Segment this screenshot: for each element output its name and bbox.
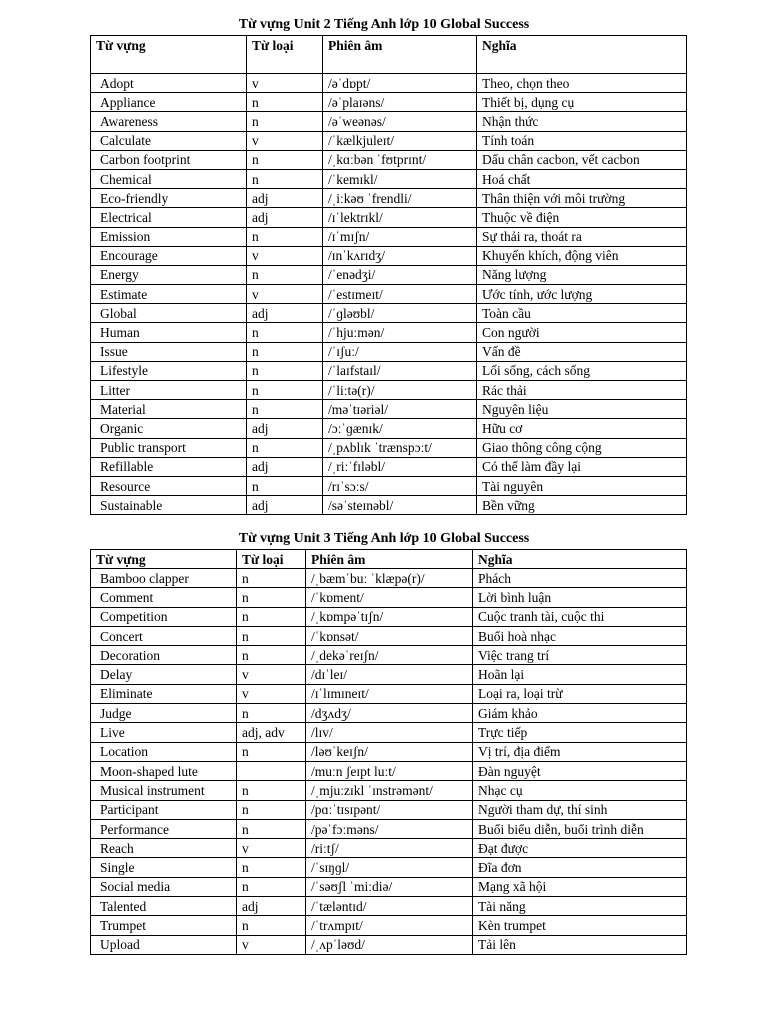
unit3-vocab-table <box>90 549 687 955</box>
cell-phonetic: /ˈɡləʊbl/ <box>323 304 477 323</box>
cell-word: Lifestyle <box>91 361 247 380</box>
header-word-class: Từ loại <box>237 550 306 569</box>
table-row <box>91 646 687 665</box>
unit3-title: Từ vựng Unit 3 Tiếng Anh lớp 10 Global Success <box>238 531 530 546</box>
cell-word: Reach <box>91 839 237 858</box>
cell-word-class: n <box>237 781 306 800</box>
cell-meaning: Buổi biểu diễn, buổi trình diễn <box>473 819 687 838</box>
table-row <box>91 246 687 265</box>
cell-word-class: n <box>237 646 306 665</box>
cell-word: Location <box>91 742 237 761</box>
table-row <box>91 342 687 361</box>
cell-word-class: n <box>247 169 323 188</box>
cell-word-class: adj <box>237 897 306 916</box>
cell-meaning: Rác thải <box>477 381 687 400</box>
table-row <box>91 742 687 761</box>
table-row <box>91 496 687 515</box>
cell-phonetic: /ˌkɑːbən ˈfʊtprɪnt/ <box>323 150 477 169</box>
cell-phonetic: /muːn ʃeɪpt luːt/ <box>306 761 473 780</box>
table-row <box>91 704 687 723</box>
cell-word-class: n <box>247 342 323 361</box>
cell-meaning: Vấn đề <box>477 342 687 361</box>
cell-word: Performance <box>91 819 237 838</box>
cell-word-class: n <box>247 150 323 169</box>
cell-word: Eco-friendly <box>91 189 247 208</box>
cell-meaning: Tài nguyên <box>477 476 687 495</box>
cell-meaning: Tải lên <box>473 935 687 954</box>
cell-word: Competition <box>91 607 237 626</box>
cell-word-class: n <box>247 361 323 380</box>
cell-meaning: Mạng xã hội <box>473 877 687 896</box>
cell-word: Trumpet <box>91 916 237 935</box>
table-row <box>91 588 687 607</box>
table-row <box>91 381 687 400</box>
cell-phonetic: /ˈkɒment/ <box>306 588 473 607</box>
cell-phonetic: /ˈlaɪfstaɪl/ <box>323 361 477 380</box>
header-word: Từ vựng <box>91 550 237 569</box>
cell-phonetic: /ˌkɒmpəˈtɪʃn/ <box>306 607 473 626</box>
cell-word-class: n <box>247 438 323 457</box>
cell-phonetic: /əˈplaɪəns/ <box>323 93 477 112</box>
cell-meaning: Toàn cầu <box>477 304 687 323</box>
cell-phonetic: /pɑːˈtɪsɪpənt/ <box>306 800 473 819</box>
cell-phonetic: /ɪˈmɪʃn/ <box>323 227 477 246</box>
cell-word: Electrical <box>91 208 247 227</box>
table-row <box>91 457 687 476</box>
cell-word-class: adj <box>247 304 323 323</box>
table-row <box>91 819 687 838</box>
cell-phonetic: /səˈsteɪnəbl/ <box>323 496 477 515</box>
cell-word: Decoration <box>91 646 237 665</box>
cell-meaning: Đàn nguyệt <box>473 761 687 780</box>
cell-phonetic: /pəˈfɔːməns/ <box>306 819 473 838</box>
cell-meaning: Tài năng <box>473 897 687 916</box>
cell-word-class: v <box>247 285 323 304</box>
cell-meaning: Hữu cơ <box>477 419 687 438</box>
cell-phonetic: /ˈhjuːmən/ <box>323 323 477 342</box>
cell-word: Energy <box>91 265 247 284</box>
cell-word-class: n <box>247 93 323 112</box>
cell-word: Estimate <box>91 285 247 304</box>
cell-meaning: Theo, chọn theo <box>477 74 687 93</box>
table-row <box>91 916 687 935</box>
cell-word-class: n <box>247 112 323 131</box>
cell-meaning: Đạt được <box>473 839 687 858</box>
cell-word: Live <box>91 723 237 742</box>
cell-word: Concert <box>91 626 237 645</box>
header-meaning: Nghĩa <box>473 550 687 569</box>
cell-word-class: adj, adv <box>237 723 306 742</box>
cell-word: Sustainable <box>91 496 247 515</box>
cell-phonetic: /rɪˈsɔːs/ <box>323 476 477 495</box>
cell-meaning: Vị trí, địa điểm <box>473 742 687 761</box>
cell-phonetic: /dɪˈleɪ/ <box>306 665 473 684</box>
cell-word: Emission <box>91 227 247 246</box>
cell-meaning: Buổi hoà nhạc <box>473 626 687 645</box>
cell-meaning: Nhạc cụ <box>473 781 687 800</box>
header-word: Từ vựng <box>91 36 247 74</box>
cell-meaning: Trực tiếp <box>473 723 687 742</box>
cell-meaning: Năng lượng <box>477 265 687 284</box>
cell-word-class: v <box>237 665 306 684</box>
table-row <box>91 189 687 208</box>
table-row <box>91 607 687 626</box>
cell-phonetic: /ˈɪʃuː/ <box>323 342 477 361</box>
cell-word: Social media <box>91 877 237 896</box>
cell-word-class: v <box>247 74 323 93</box>
table-row <box>91 800 687 819</box>
cell-phonetic: /ˈkɒnsət/ <box>306 626 473 645</box>
table-row <box>91 227 687 246</box>
table-row <box>91 323 687 342</box>
cell-word-class: n <box>237 569 306 588</box>
cell-word: Delay <box>91 665 237 684</box>
cell-word: Adopt <box>91 74 247 93</box>
cell-word-class: v <box>247 131 323 150</box>
table-row <box>91 285 687 304</box>
cell-word: Judge <box>91 704 237 723</box>
cell-phonetic: /ɔːˈɡænɪk/ <box>323 419 477 438</box>
cell-word: Talented <box>91 897 237 916</box>
cell-word-class: n <box>237 704 306 723</box>
cell-phonetic: /ˌmjuːzɪkl ˈɪnstrəmənt/ <box>306 781 473 800</box>
cell-meaning: Người tham dự, thí sinh <box>473 800 687 819</box>
cell-phonetic: /əˈdɒpt/ <box>323 74 477 93</box>
cell-meaning: Cuộc tranh tài, cuộc thi <box>473 607 687 626</box>
cell-word: Appliance <box>91 93 247 112</box>
table-row <box>91 74 687 93</box>
cell-word: Musical instrument <box>91 781 237 800</box>
cell-meaning: Lời bình luận <box>473 588 687 607</box>
cell-word: Calculate <box>91 131 247 150</box>
table-row <box>91 265 687 284</box>
cell-word: Human <box>91 323 247 342</box>
cell-word-class: n <box>237 607 306 626</box>
cell-word: Carbon footprint <box>91 150 247 169</box>
cell-word-class: n <box>247 265 323 284</box>
table-header-row <box>91 36 687 74</box>
cell-meaning: Loại ra, loại trừ <box>473 684 687 703</box>
cell-word-class: n <box>247 323 323 342</box>
cell-phonetic: /ˈestɪmeɪt/ <box>323 285 477 304</box>
cell-phonetic: /ˈsɪŋɡl/ <box>306 858 473 877</box>
cell-word: Upload <box>91 935 237 954</box>
cell-word-class: v <box>237 935 306 954</box>
cell-word-class: adj <box>247 208 323 227</box>
cell-meaning: Giao thông công cộng <box>477 438 687 457</box>
table-row <box>91 438 687 457</box>
header-meaning: Nghĩa <box>477 36 687 74</box>
table-row <box>91 897 687 916</box>
cell-word-class: v <box>237 684 306 703</box>
cell-phonetic: /lɪv/ <box>306 723 473 742</box>
cell-word-class: n <box>247 227 323 246</box>
cell-word: Issue <box>91 342 247 361</box>
cell-meaning: Ước tính, ước lượng <box>477 285 687 304</box>
cell-word: Refillable <box>91 457 247 476</box>
cell-word-class: n <box>247 476 323 495</box>
table-header-row <box>91 550 687 569</box>
cell-word-class: n <box>237 800 306 819</box>
cell-word: Participant <box>91 800 237 819</box>
cell-meaning: Việc trang trí <box>473 646 687 665</box>
cell-word: Single <box>91 858 237 877</box>
cell-word-class: n <box>237 742 306 761</box>
table-row <box>91 626 687 645</box>
cell-phonetic: /dʒʌdʒ/ <box>306 704 473 723</box>
cell-phonetic: /ˌiːkəʊ ˈfrendli/ <box>323 189 477 208</box>
table-row <box>91 761 687 780</box>
header-phonetic: Phiên âm <box>323 36 477 74</box>
cell-meaning: Phách <box>473 569 687 588</box>
cell-phonetic: /ˌʌpˈləʊd/ <box>306 935 473 954</box>
cell-phonetic: /ˌbæmˈbuː ˈklæpə(r)/ <box>306 569 473 588</box>
cell-phonetic: /məˈtɪəriəl/ <box>323 400 477 419</box>
cell-phonetic: /ˈkemɪkl/ <box>323 169 477 188</box>
cell-phonetic: /ˌpʌblɪk ˈtrænspɔːt/ <box>323 438 477 457</box>
header-word-class: Từ loại <box>247 36 323 74</box>
cell-word-class: adj <box>247 496 323 515</box>
table-row <box>91 877 687 896</box>
cell-word: Encourage <box>91 246 247 265</box>
table-row <box>91 665 687 684</box>
cell-word: Public transport <box>91 438 247 457</box>
cell-meaning: Sự thải ra, thoát ra <box>477 227 687 246</box>
cell-word-class: n <box>237 588 306 607</box>
cell-meaning: Tính toán <box>477 131 687 150</box>
cell-phonetic: /ɪnˈkʌrɪdʒ/ <box>323 246 477 265</box>
cell-word-class <box>237 761 306 780</box>
unit2-title: Từ vựng Unit 2 Tiếng Anh lớp 10 Global Success <box>238 17 530 32</box>
table-row <box>91 684 687 703</box>
table-row <box>91 112 687 131</box>
cell-meaning: Dấu chân cacbon, vết cacbon <box>477 150 687 169</box>
table-row <box>91 131 687 150</box>
cell-phonetic: /ˈkælkjuleɪt/ <box>323 131 477 150</box>
cell-word: Chemical <box>91 169 247 188</box>
cell-word-class: v <box>237 839 306 858</box>
cell-meaning: Lối sống, cách sống <box>477 361 687 380</box>
cell-word-class: n <box>247 400 323 419</box>
cell-word-class: n <box>237 916 306 935</box>
cell-word: Litter <box>91 381 247 400</box>
cell-meaning: Nguyên liệu <box>477 400 687 419</box>
cell-word-class: n <box>237 877 306 896</box>
cell-word: Material <box>91 400 247 419</box>
cell-meaning: Bền vững <box>477 496 687 515</box>
cell-meaning: Nhận thức <box>477 112 687 131</box>
cell-word: Comment <box>91 588 237 607</box>
cell-word-class: n <box>237 858 306 877</box>
cell-meaning: Thiết bị, dụng cụ <box>477 93 687 112</box>
cell-phonetic: /ˈtrʌmpɪt/ <box>306 916 473 935</box>
cell-word: Awareness <box>91 112 247 131</box>
table-row <box>91 208 687 227</box>
cell-word: Moon-shaped lute <box>91 761 237 780</box>
cell-word-class: adj <box>247 419 323 438</box>
cell-word: Global <box>91 304 247 323</box>
cell-word-class: adj <box>247 189 323 208</box>
cell-phonetic: /ˈsəʊʃl ˈmiːdiə/ <box>306 877 473 896</box>
table-row <box>91 723 687 742</box>
cell-word-class: n <box>237 819 306 838</box>
table-row <box>91 935 687 954</box>
cell-meaning: Thân thiện với môi trường <box>477 189 687 208</box>
cell-phonetic: /ɪˈlɪmɪneɪt/ <box>306 684 473 703</box>
cell-phonetic: /riːtʃ/ <box>306 839 473 858</box>
header-phonetic: Phiên âm <box>306 550 473 569</box>
table-row <box>91 858 687 877</box>
cell-meaning: Hoãn lại <box>473 665 687 684</box>
cell-meaning: Khuyến khích, động viên <box>477 246 687 265</box>
cell-word-class: n <box>247 381 323 400</box>
cell-word: Resource <box>91 476 247 495</box>
cell-phonetic: /ˈtæləntɪd/ <box>306 897 473 916</box>
table-row <box>91 93 687 112</box>
table-row <box>91 169 687 188</box>
cell-meaning: Kèn trumpet <box>473 916 687 935</box>
table-row <box>91 419 687 438</box>
cell-phonetic: /ˌdekəˈreɪʃn/ <box>306 646 473 665</box>
unit2-vocab-table <box>90 35 687 515</box>
cell-word: Organic <box>91 419 247 438</box>
table-row <box>91 781 687 800</box>
cell-phonetic: /ˌriːˈfɪləbl/ <box>323 457 477 476</box>
cell-phonetic: /ləʊˈkeɪʃn/ <box>306 742 473 761</box>
table-row <box>91 304 687 323</box>
table-row <box>91 476 687 495</box>
table-row <box>91 150 687 169</box>
cell-meaning: Giám khảo <box>473 704 687 723</box>
cell-word: Eliminate <box>91 684 237 703</box>
cell-meaning: Đĩa đơn <box>473 858 687 877</box>
cell-meaning: Thuộc về điện <box>477 208 687 227</box>
table-row <box>91 569 687 588</box>
cell-phonetic: /ɪˈlektrɪkl/ <box>323 208 477 227</box>
table-row <box>91 839 687 858</box>
cell-meaning: Có thể làm đầy lại <box>477 457 687 476</box>
cell-phonetic: /ˈliːtə(r)/ <box>323 381 477 400</box>
cell-word-class: v <box>247 246 323 265</box>
cell-phonetic: /əˈweənəs/ <box>323 112 477 131</box>
cell-meaning: Hoá chất <box>477 169 687 188</box>
cell-meaning: Con người <box>477 323 687 342</box>
cell-word-class: n <box>237 626 306 645</box>
table-row <box>91 400 687 419</box>
table-row <box>91 361 687 380</box>
cell-phonetic: /ˈenədʒi/ <box>323 265 477 284</box>
cell-word-class: adj <box>247 457 323 476</box>
cell-word: Bamboo clapper <box>91 569 237 588</box>
